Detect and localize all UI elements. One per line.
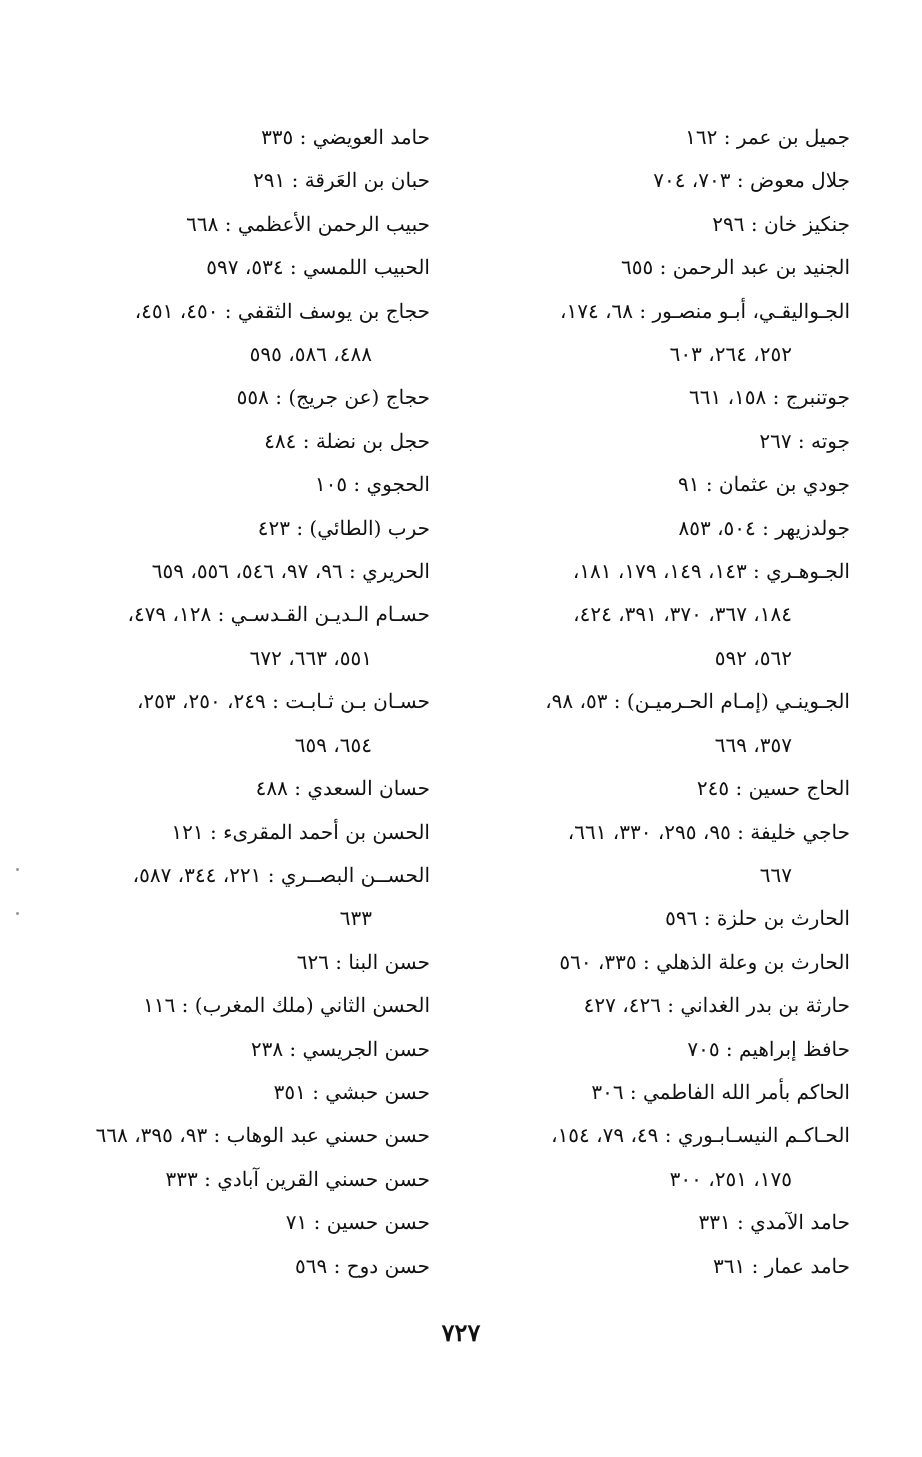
index-entry-line: الجـواليقـي، أبـو منصـور : ٦٨، ١٧٤، (560, 298, 850, 323)
index-entry-line: الجـوهـري : ١٤٣، ١٤٩، ١٧٩، ١٨١، (572, 559, 850, 584)
index-entry (48, 1071, 430, 1114)
index-entry-line: الحـاكـم النيسـابـوري : ٤٩، ٧٩، ١٥٤، (551, 1123, 850, 1148)
index-entry-line: حسن دوح : ٥٦٩ (295, 1253, 430, 1278)
index-entry (48, 550, 430, 593)
index-entry-line: جلال معوض : ٧٠٣، ٧٠٤ (653, 168, 850, 193)
index-entry (470, 159, 850, 202)
index-entry-line: حسن حبشي : ٣٥١ (273, 1079, 430, 1104)
index-entry (470, 811, 850, 898)
index-entry-line: حامد العويضي : ٣٣٥ (261, 125, 430, 149)
index-entry-line: حبان بن العَرقة : ٢٩١ (253, 168, 430, 193)
index-entry (48, 984, 430, 1027)
index-entry-line: جولدزيهر : ٥٠٤، ٨٥٣ (678, 515, 850, 540)
index-entry-line: الحارث بن وعلة الذهلي : ٣٣٥، ٥٦٠ (559, 949, 850, 974)
index-entry-line: حبيب الرحمن الأعظمي : ٦٦٨ (186, 211, 430, 236)
index-entry-line: حرب (الطائي) : ٤٢٣ (257, 515, 430, 540)
index-entry-continuation: ٤٨٨، ٥٨٦، ٥٩٥ (249, 342, 372, 367)
index-entry-continuation: ٥٦٢، ٥٩٢ (714, 645, 792, 670)
index-entry-line: حجل بن نضلة : ٤٨٤ (264, 428, 430, 453)
index-entry-line: حسن حسين : ٧١ (285, 1210, 430, 1235)
index-entry-continuation: ٣٥٧، ٦٦٩ (714, 732, 792, 757)
index-entry-continuation: ٢٥٢، ٢٦٤، ٦٠٣ (669, 342, 792, 367)
index-entry-line: الحســن البصــري : ٢٢١، ٣٤٤، ٥٨٧، (132, 862, 430, 887)
index-entry-continuation: ١٧٥، ٢٥١، ٣٠٠ (669, 1166, 792, 1191)
index-entry-continuation: ٦٥٤، ٦٥٩ (294, 732, 372, 757)
index-entry (48, 376, 430, 419)
index-column-left (48, 116, 430, 1288)
index-entry-line: الحاج حسين : ٢٤٥ (696, 776, 850, 801)
index-entry-line: حارثة بن بدر الغداني : ٤٢٦، ٤٢٧ (583, 993, 850, 1018)
index-entry (48, 1114, 430, 1157)
index-entry (470, 1071, 850, 1114)
index-entry-line: جنكيز خان : ٢٩٦ (712, 211, 850, 236)
index-entry (470, 1201, 850, 1244)
index-entry (48, 116, 430, 159)
index-entry (48, 203, 430, 246)
index-entry (470, 290, 850, 377)
index-entry (470, 984, 850, 1027)
index-entry (48, 420, 430, 463)
index-entry-line: حجاج (عن جريج) : ٥٥٨ (236, 385, 430, 410)
index-entry-line: حسـام الـديـن القـدسـي : ١٢٨، ٤٧٩، (127, 602, 430, 627)
index-entry-line: الحسن الثاني (ملك المغرب) : ١١٦ (143, 993, 430, 1018)
index-entry-line: جودي بن عثمان : ٩١ (677, 472, 850, 497)
index-entry-continuation: ١٨٤، ٣٦٧، ٣٧٠، ٣٩١، ٤٢٤، (573, 602, 792, 627)
index-entry-line: حامد عمار : ٣٦١ (713, 1253, 850, 1278)
index-entry (470, 1028, 850, 1071)
index-entry (48, 1158, 430, 1201)
page-number: ٧٢٧ (441, 1318, 481, 1347)
scan-speck (16, 868, 19, 871)
index-entry (470, 550, 850, 680)
index-entry (48, 159, 430, 202)
index-entry (470, 463, 850, 506)
index-entry (48, 811, 430, 854)
index-entry-line: الجنيد بن عبد الرحمن : ٦٥٥ (621, 255, 850, 280)
index-entry (48, 854, 430, 941)
index-entry (48, 767, 430, 810)
index-entry-line: الجـوينـي (إمـام الحـرميـن) : ٥٣، ٩٨، (545, 689, 850, 714)
index-entry-line: حسان السعدي : ٤٨٨ (255, 776, 430, 801)
index-entry-line: حامد الآمدي : ٣٣١ (698, 1210, 850, 1235)
index-entry (48, 507, 430, 550)
index-entry-line: جوتنبرج : ١٥٨، ٦٦١ (688, 385, 850, 410)
index-entry-line: حاجي خليفة : ٩٥، ٢٩٥، ٣٣٠، ٦٦١، (567, 819, 850, 844)
index-entry-line: حجاج بن يوسف الثقفي : ٤٥٠، ٤٥١، (134, 298, 430, 323)
index-entry-line: حسن حسني عبد الوهاب : ٩٣، ٣٩٥، ٦٦٨ (95, 1123, 430, 1148)
index-entry (470, 1245, 850, 1288)
index-entry (470, 376, 850, 419)
index-entry (470, 897, 850, 940)
index-entry (48, 1201, 430, 1244)
index-entry (470, 116, 850, 159)
index-entry (470, 1114, 850, 1201)
index-entry (470, 203, 850, 246)
index-entry-line: الحبيب اللمسي : ٥٣٤، ٥٩٧ (206, 255, 430, 280)
index-entry-line: حسن حسني القرين آبادي : ٣٣٣ (165, 1166, 430, 1191)
index-entry-line: حسن البنا : ٦٢٦ (296, 949, 430, 974)
index-entry (48, 680, 430, 767)
index-entry (470, 767, 850, 810)
index-entry-line: حسـان بـن ثـابـت : ٢٤٩، ٢٥٠، ٢٥٣، (136, 689, 430, 714)
index-entry (48, 593, 430, 680)
index-entry-line: الحاكم بأمر الله الفاطمي : ٣٠٦ (591, 1079, 850, 1104)
index-entry-line: الحجوي : ١٠٥ (314, 472, 430, 497)
index-entry (470, 420, 850, 463)
index-entry-line: الحريري : ٩٦، ٩٧، ٥٤٦، ٥٥٦، ٦٥٩ (151, 559, 430, 584)
index-entry-continuation: ٦٦٧ (759, 862, 792, 887)
index-entry (48, 941, 430, 984)
scan-speck (16, 912, 19, 915)
index-entry (48, 1028, 430, 1071)
index-entry (470, 941, 850, 984)
index-entry (470, 246, 850, 289)
index-entry-line: الحسن بن أحمد المقرىء : ١٢١ (171, 819, 430, 844)
index-entry-line: حسن الجريسي : ٢٣٨ (250, 1036, 430, 1061)
index-entry-line: جوته : ٢٦٧ (759, 428, 850, 453)
index-column-right (470, 116, 850, 1288)
index-entry (48, 290, 430, 377)
index-entry-line: حافظ إبراهيم : ٧٠٥ (687, 1036, 850, 1061)
index-entry (48, 463, 430, 506)
index-entry-continuation: ٥٥١، ٦٦٣، ٦٧٢ (249, 645, 372, 670)
index-entry (470, 507, 850, 550)
index-entry (48, 1245, 430, 1288)
index-entry (470, 680, 850, 767)
index-entry (48, 246, 430, 289)
index-entry-line: الحارث بن حلزة : ٥٩٦ (665, 906, 850, 931)
index-entry-line: جميل بن عمر : ١٦٢ (685, 125, 850, 149)
index-entry-continuation: ٦٣٣ (339, 906, 372, 931)
